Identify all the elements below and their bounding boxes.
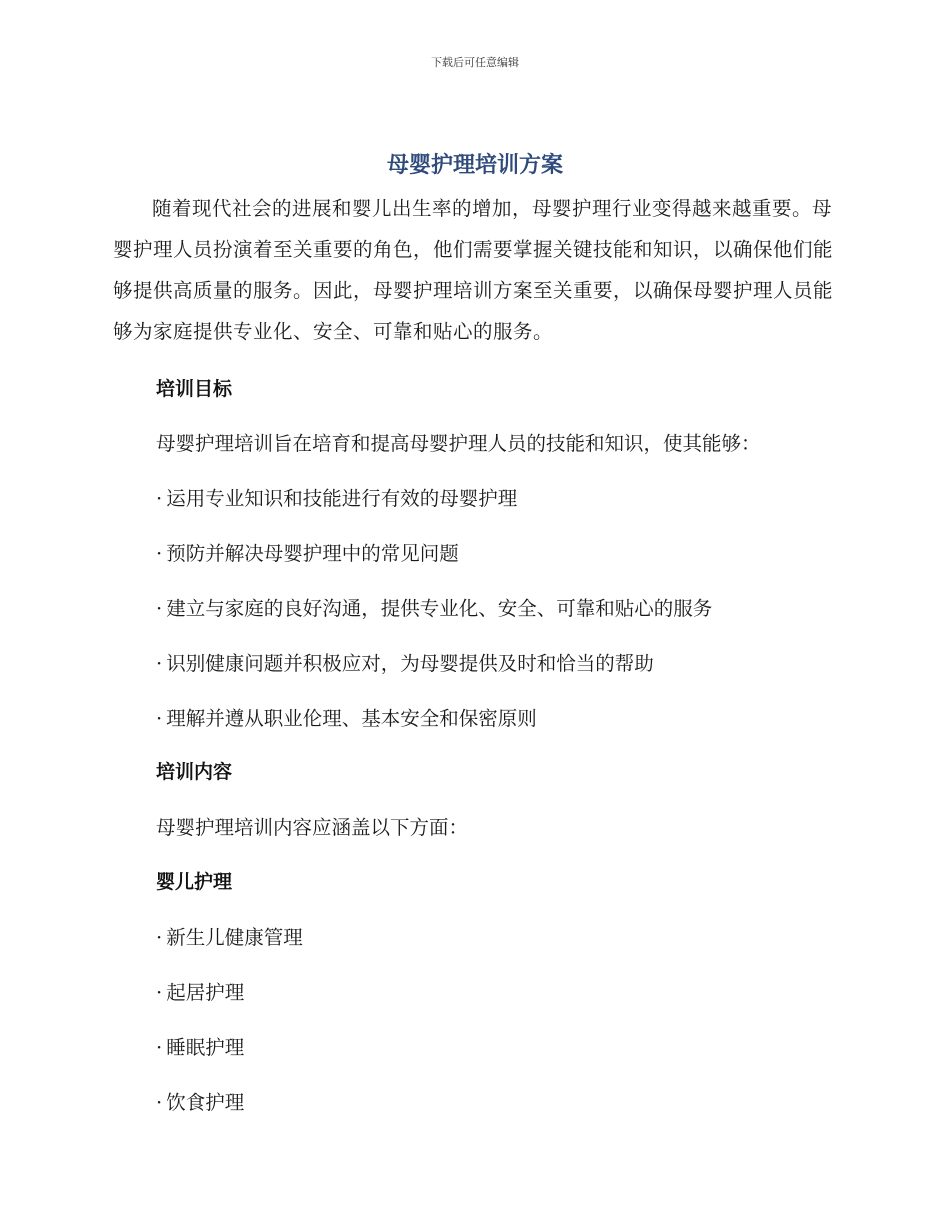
- bullet-icon: ·: [156, 926, 163, 949]
- bullet-icon: ·: [156, 1091, 163, 1114]
- list-item: [156, 593, 712, 621]
- list-item: [156, 977, 244, 1005]
- list-item: [156, 922, 303, 950]
- list-item-text: 饮食护理: [166, 1091, 245, 1114]
- list-item-text: 运用专业知识和技能进行有效的母婴护理: [166, 487, 518, 510]
- section-heading-content: 培训内容: [156, 761, 233, 783]
- section-heading-infant-care: 婴儿护理: [156, 871, 233, 893]
- bullet-icon: ·: [156, 652, 163, 675]
- list-item-text: 预防并解决母婴护理中的常见问题: [166, 542, 459, 565]
- bullet-icon: ·: [156, 542, 163, 565]
- list-item: [156, 1087, 244, 1115]
- bullet-icon: ·: [156, 981, 163, 1004]
- goals-lead: 母婴护理培训旨在培育和提高母婴护理人员的技能和知识，使其能够：: [156, 432, 761, 455]
- bullet-icon: ·: [156, 597, 163, 620]
- list-item: [156, 483, 517, 511]
- list-item-text: 新生儿健康管理: [166, 926, 303, 949]
- list-item-text: 识别健康问题并积极应对，为母婴提供及时和恰当的帮助: [166, 652, 654, 675]
- list-item: [156, 538, 459, 566]
- list-item-text: 建立与家庭的良好沟通，提供专业化、安全、可靠和贴心的服务: [166, 597, 713, 620]
- header-note: 下载后可任意编辑: [431, 56, 519, 69]
- bullet-icon: ·: [156, 1036, 163, 1059]
- list-item-text: 理解并遵从职业伦理、基本安全和保密原则: [166, 707, 537, 730]
- list-item-text: 睡眠护理: [166, 1036, 245, 1059]
- list-item: [156, 648, 654, 676]
- bullet-icon: ·: [156, 487, 163, 510]
- list-item-text: 起居护理: [166, 981, 245, 1004]
- content-lead: 母婴护理培训内容应涵盖以下方面：: [156, 816, 469, 839]
- document-title: 母婴护理培训方案: [386, 153, 563, 178]
- bullet-icon: ·: [156, 707, 163, 730]
- list-item: [156, 1032, 244, 1060]
- section-heading-goals: 培训目标: [156, 378, 233, 400]
- list-item: [156, 703, 537, 731]
- intro-paragraph: 随着现代社会的进展和婴儿出生率的增加，母婴护理行业变得越来越重要。母婴护理人员扮演着至关重要的角色，他们需要掌握关键技能和知识，以确保他们能够提供高质量的服务。因此，母婴护理培训方案至关重要，以确保母婴护理人员能够为家庭提供专业化、安全、可靠和贴心的服务。: [113, 197, 834, 343]
